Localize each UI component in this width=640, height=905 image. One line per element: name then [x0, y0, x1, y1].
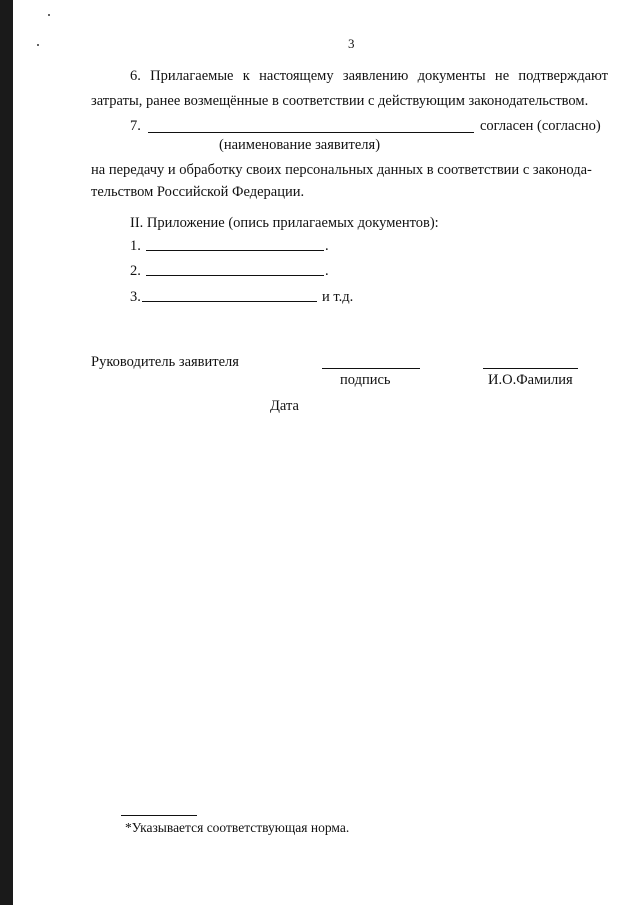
signature-caption: подпись [340, 372, 391, 388]
appendix-item3-blank [142, 301, 317, 302]
footnote-text: *Указывается соответствующая норма. [125, 820, 350, 835]
footnote-separator [121, 815, 197, 816]
appendix-item2-blank [146, 275, 324, 276]
appendix-item1-suffix: . [325, 238, 329, 254]
item7-caption: (наименование заявителя) [219, 137, 381, 153]
appendix-heading: II. Приложение (опись прилагаемых документов): [130, 215, 439, 231]
signature-blank [322, 368, 420, 369]
appendix-item2-suffix: . [325, 263, 329, 279]
item7-agree: согласен (согласно) [480, 118, 601, 134]
item6-line2: затраты, ранее возмещённые в соответствии с действующим законодательством. [91, 93, 589, 109]
item7-line3: тельством Российской Федерации. [91, 184, 305, 200]
appendix-item1-number: 1. [130, 238, 141, 254]
item7-line2: на передачу и обработку своих персональных данных в соответствии с законода- [91, 162, 592, 178]
scan-speck [48, 14, 50, 16]
item7-number: 7. [130, 118, 141, 134]
appendix-item1-blank [146, 250, 324, 251]
name-caption: И.О.Фамилия [488, 372, 573, 388]
date-label: Дата [270, 398, 299, 414]
signature-role: Руководитель заявителя [91, 354, 239, 370]
applicant-name-blank [148, 132, 474, 133]
page-number: 3 [348, 36, 355, 51]
item6-line1: 6. Прилагаемые к настоящему заявлению документы не подтверждают [130, 68, 608, 84]
appendix-item3-number: 3. [130, 289, 141, 305]
name-blank [483, 368, 578, 369]
scan-speck [37, 44, 39, 46]
appendix-item2-number: 2. [130, 263, 141, 279]
scan-left-edge [0, 0, 13, 905]
appendix-item3-suffix: и т.д. [322, 289, 354, 305]
